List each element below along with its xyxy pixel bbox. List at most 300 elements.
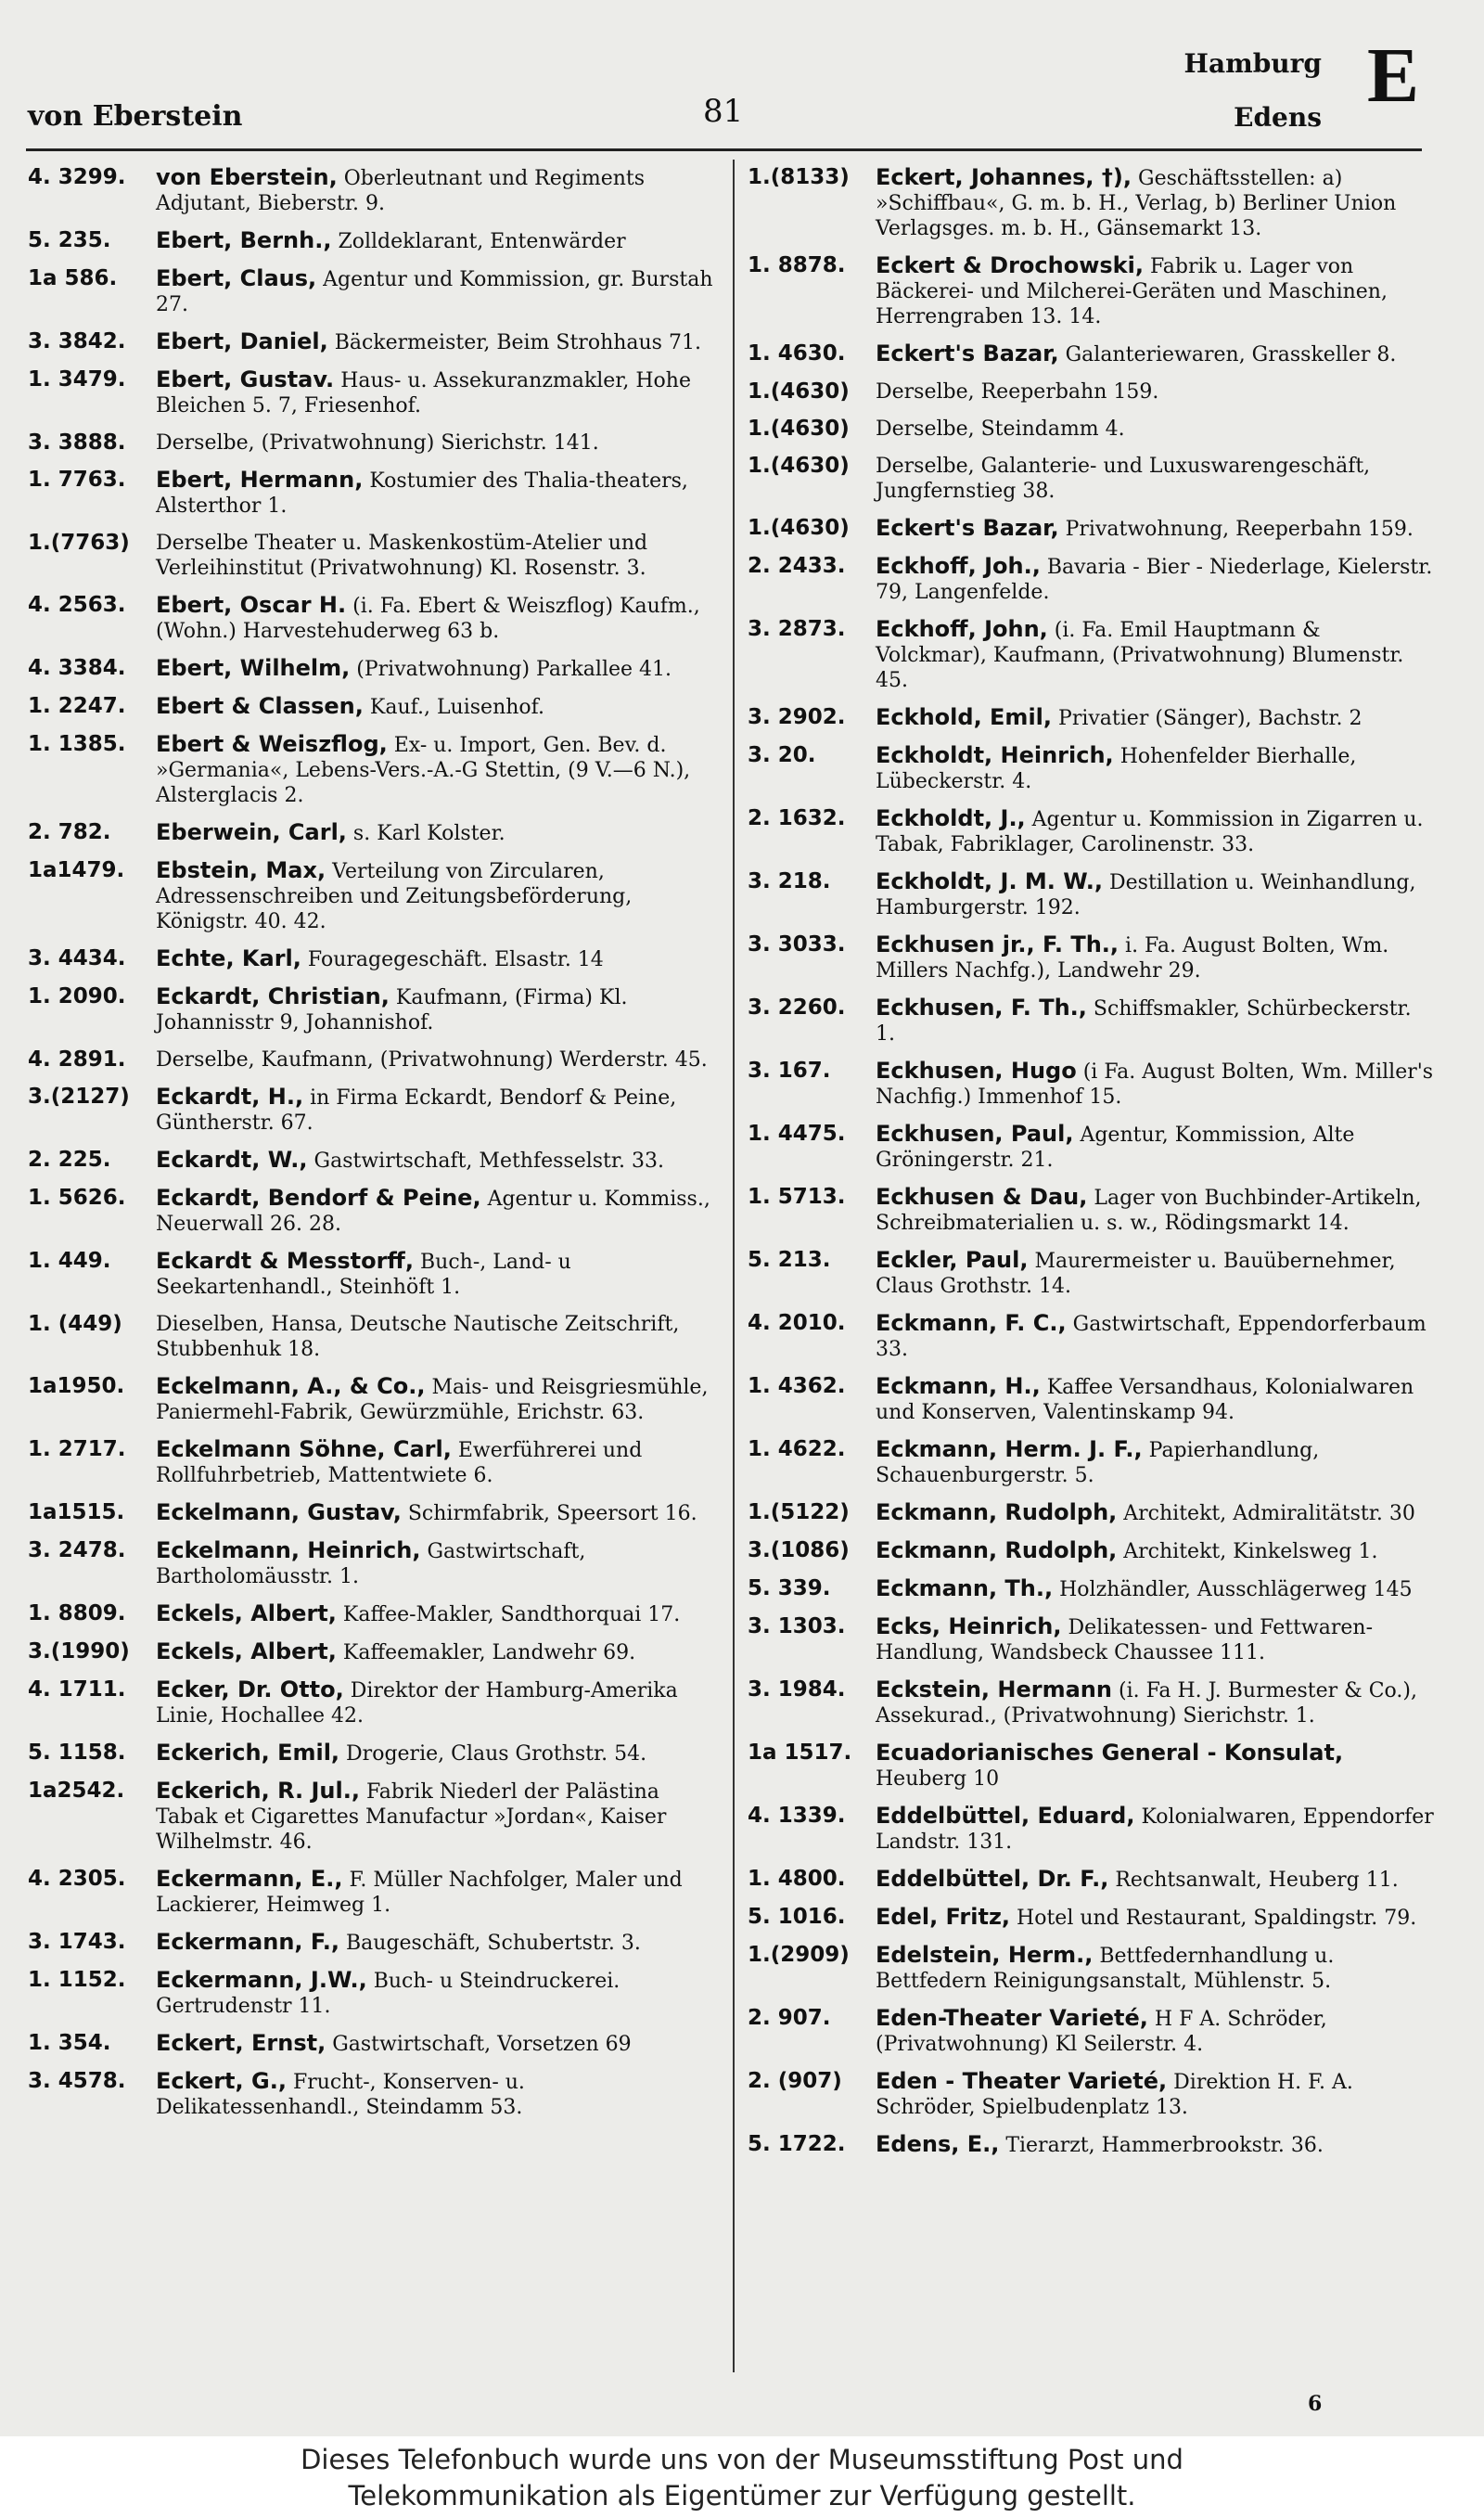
- directory-entry: [748, 1059, 1434, 1110]
- subscriber-name: Eckert's Bazar,: [876, 340, 1059, 366]
- subscriber-details: Agentur, Kommission, Alte Gröningerstr. 21.: [876, 1124, 1355, 1172]
- directory-entry: [748, 1677, 1434, 1728]
- phone-number: 1a1515.: [28, 1500, 125, 1524]
- entry-text: [156, 1500, 714, 1526]
- entry-text: [876, 806, 1434, 857]
- phone-number: 1. 3479.: [28, 367, 126, 392]
- phone-number: 1. 2247.: [28, 694, 126, 718]
- phone-number: 1. 449.: [28, 1249, 111, 1273]
- directory-entry: [748, 806, 1434, 857]
- directory-entry: [748, 1943, 1434, 1994]
- directory-entry: [748, 1437, 1434, 1488]
- entry-text: [156, 468, 714, 519]
- phone-number: 4. 3299.: [28, 165, 126, 189]
- subscriber-details: (i. Fa H. J. Burmester & Co.), Assekurad., (Privatwohnung) Sierichstr. 1.: [876, 1679, 1417, 1728]
- subscriber-details: Architekt, Admiralitätstr. 30: [1123, 1502, 1415, 1525]
- directory-entry: [748, 1374, 1434, 1425]
- phone-number: 2. (907): [748, 2069, 842, 2093]
- directory-entry: [748, 1867, 1434, 1893]
- footer-line-2: Telekommunikation als Eigentümer zur Verfügung gestellt.: [348, 2480, 1136, 2512]
- subscriber-details: Derselbe, (Privatwohnung) Sierichstr. 141.: [156, 431, 599, 455]
- subscriber-name: Edens, E.,: [876, 2131, 1000, 2157]
- directory-entry: [748, 743, 1434, 794]
- directory-entry: [28, 1148, 714, 1174]
- running-head-right: Edens: [1234, 102, 1322, 133]
- entry-text: [156, 1374, 714, 1425]
- directory-entry: [748, 996, 1434, 1047]
- subscriber-details: Gastwirtschaft, Bartholomäusstr. 1.: [156, 1540, 586, 1588]
- subscriber-name: Eckert's Bazar,: [876, 515, 1059, 541]
- right-column: [748, 165, 1434, 2170]
- entry-text: [156, 694, 714, 720]
- subscriber-details: Kolonialwaren, Eppendorfer Landstr. 131.: [876, 1805, 1434, 1854]
- subscriber-details: Tierarzt, Hammerbrookstr. 36.: [1005, 2134, 1324, 2157]
- directory-entry: [28, 1601, 714, 1627]
- subscriber-details: Kaufmann, (Firma) Kl. Johannisstr 9, Johannishof.: [156, 986, 628, 1034]
- subscriber-details: Lager von Buchbinder-Artikeln, Schreibmaterialien u. s. w., Rödingsmarkt 14.: [876, 1187, 1422, 1235]
- entry-text: [876, 1538, 1434, 1564]
- phone-number: 3. 1984.: [748, 1677, 846, 1702]
- directory-entry: [748, 417, 1434, 442]
- subscriber-name: Eckert & Drochowski,: [876, 252, 1144, 278]
- subscriber-name: Eden - Theater Varieté,: [876, 2068, 1168, 2094]
- subscriber-details: (i Fa. August Bolten, Wm. Miller's Nachfig.) Immenhof 15.: [876, 1060, 1434, 1109]
- phone-number: 1. 4622.: [748, 1437, 846, 1461]
- phone-number: 1. (449): [28, 1312, 122, 1336]
- phone-number: 1a1950.: [28, 1374, 125, 1398]
- page-number: 81: [703, 93, 744, 130]
- phone-number: 1.(7763): [28, 531, 130, 555]
- subscriber-details: Mais- und Reisgriesmühle, Paniermehl-Fabrik, Gewürzmühle, Erichstr. 63.: [156, 1376, 709, 1424]
- subscriber-name: Eckelmann, A., & Co.,: [156, 1373, 426, 1399]
- subscriber-name: Ebert & Classen,: [156, 693, 364, 719]
- subscriber-name: von Eberstein,: [156, 164, 338, 190]
- phone-number: 2. 2433.: [748, 554, 846, 578]
- directory-entry: [748, 705, 1434, 731]
- subscriber-details: Destillation u. Weinhandlung, Hamburgerstr. 192.: [876, 871, 1416, 919]
- entry-text: [156, 820, 714, 846]
- phone-number: 1a 1517.: [748, 1741, 852, 1765]
- phone-number: 4. 2563.: [28, 593, 126, 617]
- directory-entry: [28, 1741, 714, 1766]
- subscriber-name: Echte, Karl,: [156, 945, 301, 971]
- subscriber-name: Eckhoff, Joh.,: [876, 553, 1041, 579]
- entry-text: [156, 1601, 714, 1627]
- phone-number: 1. 8809.: [28, 1601, 126, 1625]
- directory-entry: [28, 1968, 714, 2019]
- entry-text: [876, 1741, 1434, 1792]
- subscriber-name: Eckhold, Emil,: [876, 704, 1053, 730]
- directory-entry: [748, 1576, 1434, 1602]
- subscriber-name: Eckelmann, Gustav,: [156, 1499, 402, 1525]
- directory-entry: [28, 1538, 714, 1589]
- subscriber-details: Direktion H. F. A. Schröder, Spielbudenplatz 13.: [876, 2071, 1353, 2119]
- subscriber-name: Eckert, G.,: [156, 2068, 287, 2094]
- subscriber-name: Ebert, Claus,: [156, 265, 317, 291]
- directory-entry: [28, 468, 714, 519]
- subscriber-name: Eckhusen, F. Th.,: [876, 995, 1087, 1021]
- phone-number: 3. 1303.: [748, 1614, 846, 1638]
- phone-number: 4. 2305.: [28, 1867, 126, 1891]
- signature-mark: 6: [1308, 2392, 1323, 2416]
- phone-number: 1. 8878.: [748, 253, 846, 277]
- phone-number: 1. 1385.: [28, 732, 126, 756]
- subscriber-details: Derselbe, Reeperbahn 159.: [876, 380, 1159, 404]
- entry-text: [876, 1059, 1434, 1110]
- subscriber-name: Eckmann, Rudolph,: [876, 1499, 1118, 1525]
- directory-entry: [28, 1249, 714, 1300]
- column-divider: [733, 160, 735, 2372]
- subscriber-details: Architekt, Kinkelsweg 1.: [1123, 1540, 1378, 1563]
- phone-number: 1.(5122): [748, 1500, 850, 1524]
- subscriber-name: Eckmann, F. C.,: [876, 1310, 1067, 1336]
- directory-entry: [748, 869, 1434, 920]
- subscriber-name: Eckhoff, John,: [876, 616, 1048, 642]
- entry-text: [156, 946, 714, 972]
- subscriber-details: Drogerie, Claus Grothstr. 54.: [346, 1742, 647, 1766]
- subscriber-name: Ebert, Oscar H.: [156, 592, 347, 618]
- subscriber-details: Rechtsanwalt, Heuberg 11.: [1115, 1869, 1399, 1892]
- entry-text: [156, 1741, 714, 1766]
- subscriber-name: Eckermann, F.,: [156, 1929, 339, 1955]
- directory-entry: [28, 694, 714, 720]
- phone-number: 1. 2717.: [28, 1437, 126, 1461]
- subscriber-details: Gastwirtschaft, Vorsetzen 69: [332, 2033, 632, 2056]
- entry-text: [876, 617, 1434, 693]
- subscriber-name: Eckler, Paul,: [876, 1247, 1029, 1273]
- footer-line-1: Dieses Telefonbuch wurde uns von der Museumsstiftung Post und: [301, 2444, 1183, 2475]
- subscriber-details: Galanteriewaren, Grasskeller 8.: [1065, 343, 1397, 366]
- entry-text: [156, 732, 714, 808]
- subscriber-name: Eckermann, J.W.,: [156, 1967, 367, 1993]
- subscriber-name: Eckhusen & Dau,: [876, 1184, 1088, 1210]
- subscriber-name: Eckmann, Rudolph,: [876, 1537, 1118, 1563]
- entry-text: [876, 2132, 1434, 2158]
- entry-text: [156, 1968, 714, 2019]
- subscriber-details: Haus- u. Assekuranzmakler, Hohe Bleichen 5. 7, Friesenhof.: [156, 369, 691, 418]
- entry-text: [876, 1576, 1434, 1602]
- subscriber-details: Kauf., Luisenhof.: [369, 696, 545, 719]
- entry-text: [876, 1437, 1434, 1488]
- subscriber-name: Eckardt, W.,: [156, 1147, 308, 1173]
- directory-entry: [748, 2006, 1434, 2057]
- phone-number: 1.(8133): [748, 165, 850, 189]
- subscriber-name: Eckelmann, Heinrich,: [156, 1537, 421, 1563]
- subscriber-name: Eckstein, Hermann: [876, 1677, 1112, 1702]
- subscriber-details: Schiffsmakler, Schürbeckerstr. 1.: [876, 997, 1412, 1046]
- entry-text: [156, 165, 714, 216]
- subscriber-name: Eckardt, H.,: [156, 1084, 304, 1110]
- directory-entry: [28, 329, 714, 355]
- phone-number: 4. 2010.: [748, 1311, 846, 1335]
- entry-text: [156, 228, 714, 254]
- subscriber-name: Eckholdt, J.,: [876, 805, 1026, 831]
- subscriber-details: Geschäftsstellen: a) »Schiffbau«, G. m. b. H., Verlag, b) Berliner Union Verlagsges. m. b. H., Gänsemarkt 13.: [876, 167, 1397, 240]
- subscriber-name: Eckholdt, Heinrich,: [876, 742, 1114, 768]
- entry-text: [156, 1677, 714, 1728]
- directory-entry: [748, 1500, 1434, 1526]
- subscriber-details: Privatier (Sänger), Bachstr. 2: [1058, 707, 1362, 730]
- subscriber-details: Papierhandlung, Schauenburgerstr. 5.: [876, 1439, 1320, 1487]
- directory-entry: [28, 1500, 714, 1526]
- phone-number: 1a2542.: [28, 1779, 125, 1803]
- subscriber-name: Ecks, Heinrich,: [876, 1613, 1062, 1639]
- directory-entry: [28, 1374, 714, 1425]
- subscriber-details: Derselbe, Kaufmann, (Privatwohnung) Werderstr. 45.: [156, 1048, 708, 1072]
- directory-entry: [748, 253, 1434, 329]
- directory-entry: [748, 932, 1434, 983]
- subscriber-name: Ebert, Bernh.,: [156, 227, 332, 253]
- subscriber-name: Eckardt, Bendorf & Peine,: [156, 1185, 481, 1211]
- subscriber-name: Ebert, Daniel,: [156, 328, 328, 354]
- subscriber-name: Edel, Fritz,: [876, 1904, 1011, 1930]
- subscriber-details: Derselbe Theater u. Maskenkostüm-Atelier und Verleihinstitut (Privatwohnung) Kl. Rosenstr. 3.: [156, 532, 648, 580]
- subscriber-details: (Privatwohnung) Parkallee 41.: [356, 658, 672, 681]
- entry-text: [156, 2069, 714, 2120]
- phone-number: 1. 5626.: [28, 1186, 126, 1210]
- phone-number: 4. 1711.: [28, 1677, 126, 1702]
- subscriber-details: Kostumier des Thalia-theaters, Alsterthor 1.: [156, 469, 688, 518]
- subscriber-name: Eberwein, Carl,: [156, 819, 347, 845]
- subscriber-details: (i. Fa. Emil Hauptmann & Volckmar), Kaufmann, (Privatwohnung) Blumenstr. 45.: [876, 619, 1404, 692]
- phone-number: 1.(4630): [748, 379, 850, 404]
- section-letter: E: [1366, 32, 1419, 119]
- entry-text: [876, 1804, 1434, 1855]
- phone-number: 3. 2873.: [748, 617, 846, 641]
- subscriber-details: Derselbe, Galanterie- und Luxuswarengeschäft, Jungfernstieg 38.: [876, 455, 1371, 503]
- phone-number: 3. 4434.: [28, 946, 126, 970]
- directory-entry: [748, 1804, 1434, 1855]
- directory-entry: [748, 2069, 1434, 2120]
- phone-number: 1. 4630.: [748, 341, 846, 366]
- directory-entry: [28, 1779, 714, 1855]
- subscriber-details: s. Karl Kolster.: [352, 822, 505, 845]
- entry-text: [156, 2031, 714, 2057]
- directory-entry: [28, 1085, 714, 1136]
- entry-text: [156, 656, 714, 682]
- subscriber-name: Ebert, Wilhelm,: [156, 655, 351, 681]
- entry-text: [156, 367, 714, 418]
- entry-text: [876, 1500, 1434, 1526]
- subscriber-name: Ebert, Hermann,: [156, 467, 364, 493]
- subscriber-name: Eckhusen, Hugo: [876, 1058, 1077, 1084]
- subscriber-name: Eckmann, H.,: [876, 1373, 1041, 1399]
- phone-number: 3.(1086): [748, 1538, 850, 1562]
- phone-number: 1.(2909): [748, 1943, 850, 1967]
- subscriber-details: Kaffee-Makler, Sandthorquai 17.: [342, 1603, 681, 1626]
- entry-text: [156, 430, 714, 456]
- directory-entry: [748, 554, 1434, 605]
- subscriber-details: Direktor der Hamburg-Amerika Linie, Hochallee 42.: [156, 1679, 678, 1728]
- directory-entry: [28, 1312, 714, 1362]
- subscriber-details: Agentur und Kommission, gr. Burstah 27.: [156, 268, 713, 316]
- entry-text: [876, 1867, 1434, 1893]
- entry-text: [156, 329, 714, 355]
- phone-number: 5. 339.: [748, 1576, 831, 1600]
- entry-text: [156, 593, 714, 644]
- entry-text: [156, 1538, 714, 1589]
- directory-entry: [748, 341, 1434, 367]
- directory-entry: [748, 1311, 1434, 1362]
- directory-entry: [748, 1538, 1434, 1564]
- phone-number: 1. 4362.: [748, 1374, 846, 1398]
- directory-entry: [28, 2031, 714, 2057]
- directory-entry: [748, 1122, 1434, 1173]
- subscriber-name: Eddelbüttel, Dr. F.,: [876, 1866, 1109, 1892]
- directory-entry: [28, 1930, 714, 1956]
- subscriber-details: Ex- u. Import, Gen. Bev. d. »Germania«, Lebens-Vers.-A.-G Stettin, (9 V.—6 N.), Alsterglacis 2.: [156, 734, 691, 807]
- subscriber-details: Fabrik Niederl der Palästina Tabak et Cigarettes Manufactur »Jordan«, Kaiser Wilhelmstr. 46.: [156, 1780, 667, 1854]
- subscriber-details: Fouragegeschäft. Elsastr. 14: [307, 948, 604, 971]
- entry-text: [156, 1312, 714, 1362]
- subscriber-name: Ebstein, Max,: [156, 857, 326, 883]
- subscriber-details: Agentur u. Kommiss., Neuerwall 26. 28.: [156, 1188, 710, 1236]
- phone-number: 3. 3888.: [28, 430, 126, 455]
- directory-entry: [28, 1437, 714, 1488]
- subscriber-details: Gastwirtschaft, Methfesselstr. 33.: [313, 1150, 664, 1173]
- subscriber-details: Hohenfelder Bierhalle, Lübeckerstr. 4.: [876, 745, 1357, 793]
- subscriber-name: Eckerich, Emil,: [156, 1740, 340, 1766]
- entry-text: [156, 531, 714, 581]
- phone-number: 3. 218.: [748, 869, 831, 893]
- directory-entry: [28, 946, 714, 972]
- entry-text: [156, 1148, 714, 1174]
- subscriber-name: Eddelbüttel, Eduard,: [876, 1803, 1135, 1829]
- subscriber-details: Zolldeklarant, Entenwärder: [338, 230, 626, 253]
- subscriber-details: Hotel und Restaurant, Spaldingstr. 79.: [1017, 1907, 1417, 1930]
- running-head-city: Hamburg: [1183, 48, 1322, 79]
- entry-text: [876, 869, 1434, 920]
- entry-text: [156, 266, 714, 317]
- entry-text: [876, 705, 1434, 731]
- phone-number: 5. 235.: [28, 228, 111, 252]
- entry-text: [156, 1047, 714, 1073]
- phone-number: 5. 1722.: [748, 2132, 846, 2156]
- subscriber-details: Buch-, Land- u Seekartenhandl., Steinhöft 1.: [156, 1251, 571, 1299]
- entry-text: [876, 554, 1434, 605]
- directory-entry: [28, 1047, 714, 1073]
- header-rule: [26, 148, 1422, 151]
- directory-entry: [748, 1248, 1434, 1299]
- subscriber-details: Buch- u Steindruckerei. Gertrudenstr 11.: [156, 1970, 620, 2018]
- subscriber-details: Fabrik u. Lager von Bäckerei- und Milcherei-Geräten und Maschinen, Herrengraben 13. 14.: [876, 255, 1388, 328]
- subscriber-name: Eckmann, Th.,: [876, 1575, 1054, 1601]
- entry-text: [876, 743, 1434, 794]
- entry-text: [156, 1867, 714, 1918]
- phone-number: 1a1479.: [28, 858, 125, 882]
- subscriber-details: Maurermeister u. Bauübernehmer, Claus Grothstr. 14.: [876, 1250, 1396, 1298]
- subscriber-details: i. Fa. August Bolten, Wm. Millers Nachfg.), Landwehr 29.: [876, 934, 1389, 983]
- directory-entry: [28, 430, 714, 456]
- entry-text: [876, 253, 1434, 329]
- subscriber-details: Bettfedernhandlung u. Bettfedern Reinigungsanstalt, Mühlenstr. 5.: [876, 1945, 1335, 1993]
- subscriber-name: Eckert, Johannes, †),: [876, 164, 1132, 190]
- subscriber-name: Eckert, Ernst,: [156, 2030, 326, 2056]
- subscriber-details: Agentur u. Kommission in Zigarren u. Tabak, Fabriklager, Carolinenstr. 33.: [876, 808, 1424, 856]
- entry-text: [876, 932, 1434, 983]
- directory-entry: [748, 2132, 1434, 2158]
- subscriber-details: Schirmfabrik, Speersort 16.: [407, 1502, 697, 1525]
- directory-entry: [28, 266, 714, 317]
- subscriber-name: Eckmann, Herm. J. F.,: [876, 1436, 1143, 1462]
- entry-text: [876, 1185, 1434, 1236]
- phone-number: 3. 4578.: [28, 2069, 126, 2093]
- subscriber-name: Eckermann, E.,: [156, 1866, 343, 1892]
- subscriber-name: Eden-Theater Varieté,: [876, 2005, 1148, 2031]
- entry-text: [876, 996, 1434, 1047]
- phone-number: 3. 3842.: [28, 329, 126, 353]
- entry-text: [876, 2006, 1434, 2057]
- phone-number: 4. 3384.: [28, 656, 126, 680]
- subscriber-details: Oberleutnant und Regiments Adjutant, Bieberstr. 9.: [156, 167, 646, 215]
- directory-entry: [28, 1867, 714, 1918]
- directory-entry: [748, 1185, 1434, 1236]
- phone-number: 2. 1632.: [748, 806, 846, 830]
- phone-number: 5. 1016.: [748, 1905, 846, 1929]
- subscriber-details: Heuberg 10: [876, 1767, 1000, 1791]
- subscriber-name: Eckels, Albert,: [156, 1600, 337, 1626]
- phone-number: 3. 2260.: [748, 996, 846, 1020]
- directory-entry: [28, 732, 714, 808]
- subscriber-name: Eckerich, R. Jul.,: [156, 1778, 360, 1804]
- directory-entry: [28, 593, 714, 644]
- entry-text: [876, 341, 1434, 367]
- phone-number: 1.(4630): [748, 417, 850, 441]
- entry-text: [876, 1374, 1434, 1425]
- subscriber-details: Baugeschäft, Schubertstr. 3.: [346, 1932, 641, 1955]
- directory-entry: [748, 1905, 1434, 1931]
- phone-number: 1. 7763.: [28, 468, 126, 492]
- subscriber-details: Bäckermeister, Beim Strohhaus 71.: [334, 331, 701, 354]
- phone-number: 3.(2127): [28, 1085, 130, 1109]
- directory-entry: [28, 1677, 714, 1728]
- entry-text: [156, 1930, 714, 1956]
- entry-text: [876, 1905, 1434, 1931]
- entry-text: [876, 379, 1434, 405]
- entry-text: [156, 1085, 714, 1136]
- phone-number: 1. 1152.: [28, 1968, 126, 1992]
- subscriber-details: Delikatessen- und Fettwaren-Handlung, Wandsbeck Chaussee 111.: [876, 1616, 1374, 1664]
- subscriber-details: Dieselben, Hansa, Deutsche Nautische Zeitschrift, Stubbenhuk 18.: [156, 1313, 680, 1361]
- phone-number: 3.(1990): [28, 1639, 130, 1664]
- phone-number: 5. 1158.: [28, 1741, 126, 1765]
- entry-text: [876, 1248, 1434, 1299]
- directory-entry: [28, 165, 714, 216]
- directory-entry: [28, 228, 714, 254]
- subscriber-name: Eckardt, Christian,: [156, 983, 390, 1009]
- directory-entry: [748, 516, 1434, 542]
- phone-number: 3. 2902.: [748, 705, 846, 729]
- subscriber-name: Eckels, Albert,: [156, 1638, 337, 1664]
- entry-text: [876, 454, 1434, 504]
- subscriber-name: Ebert & Weiszflog,: [156, 731, 388, 757]
- entry-text: [156, 1639, 714, 1665]
- subscriber-details: Kaffee Versandhaus, Kolonialwaren und Konserven, Valentinskamp 94.: [876, 1376, 1414, 1424]
- subscriber-details: Gastwirtschaft, Eppendorferbaum 33.: [876, 1313, 1426, 1361]
- phone-number: 1. 4800.: [748, 1867, 846, 1891]
- phone-number: 1.(4630): [748, 454, 850, 478]
- entry-text: [876, 1311, 1434, 1362]
- directory-entry: [28, 1639, 714, 1665]
- phone-number: 1a 586.: [28, 266, 118, 290]
- directory-entry: [748, 1741, 1434, 1792]
- directory-entry: [748, 379, 1434, 405]
- phone-number: 1.(4630): [748, 516, 850, 540]
- phone-number: 1. 4475.: [748, 1122, 846, 1146]
- phone-number: 3. 3033.: [748, 932, 846, 957]
- directory-entry: [28, 2069, 714, 2120]
- subscriber-name: Eckhusen jr., F. Th.,: [876, 931, 1119, 957]
